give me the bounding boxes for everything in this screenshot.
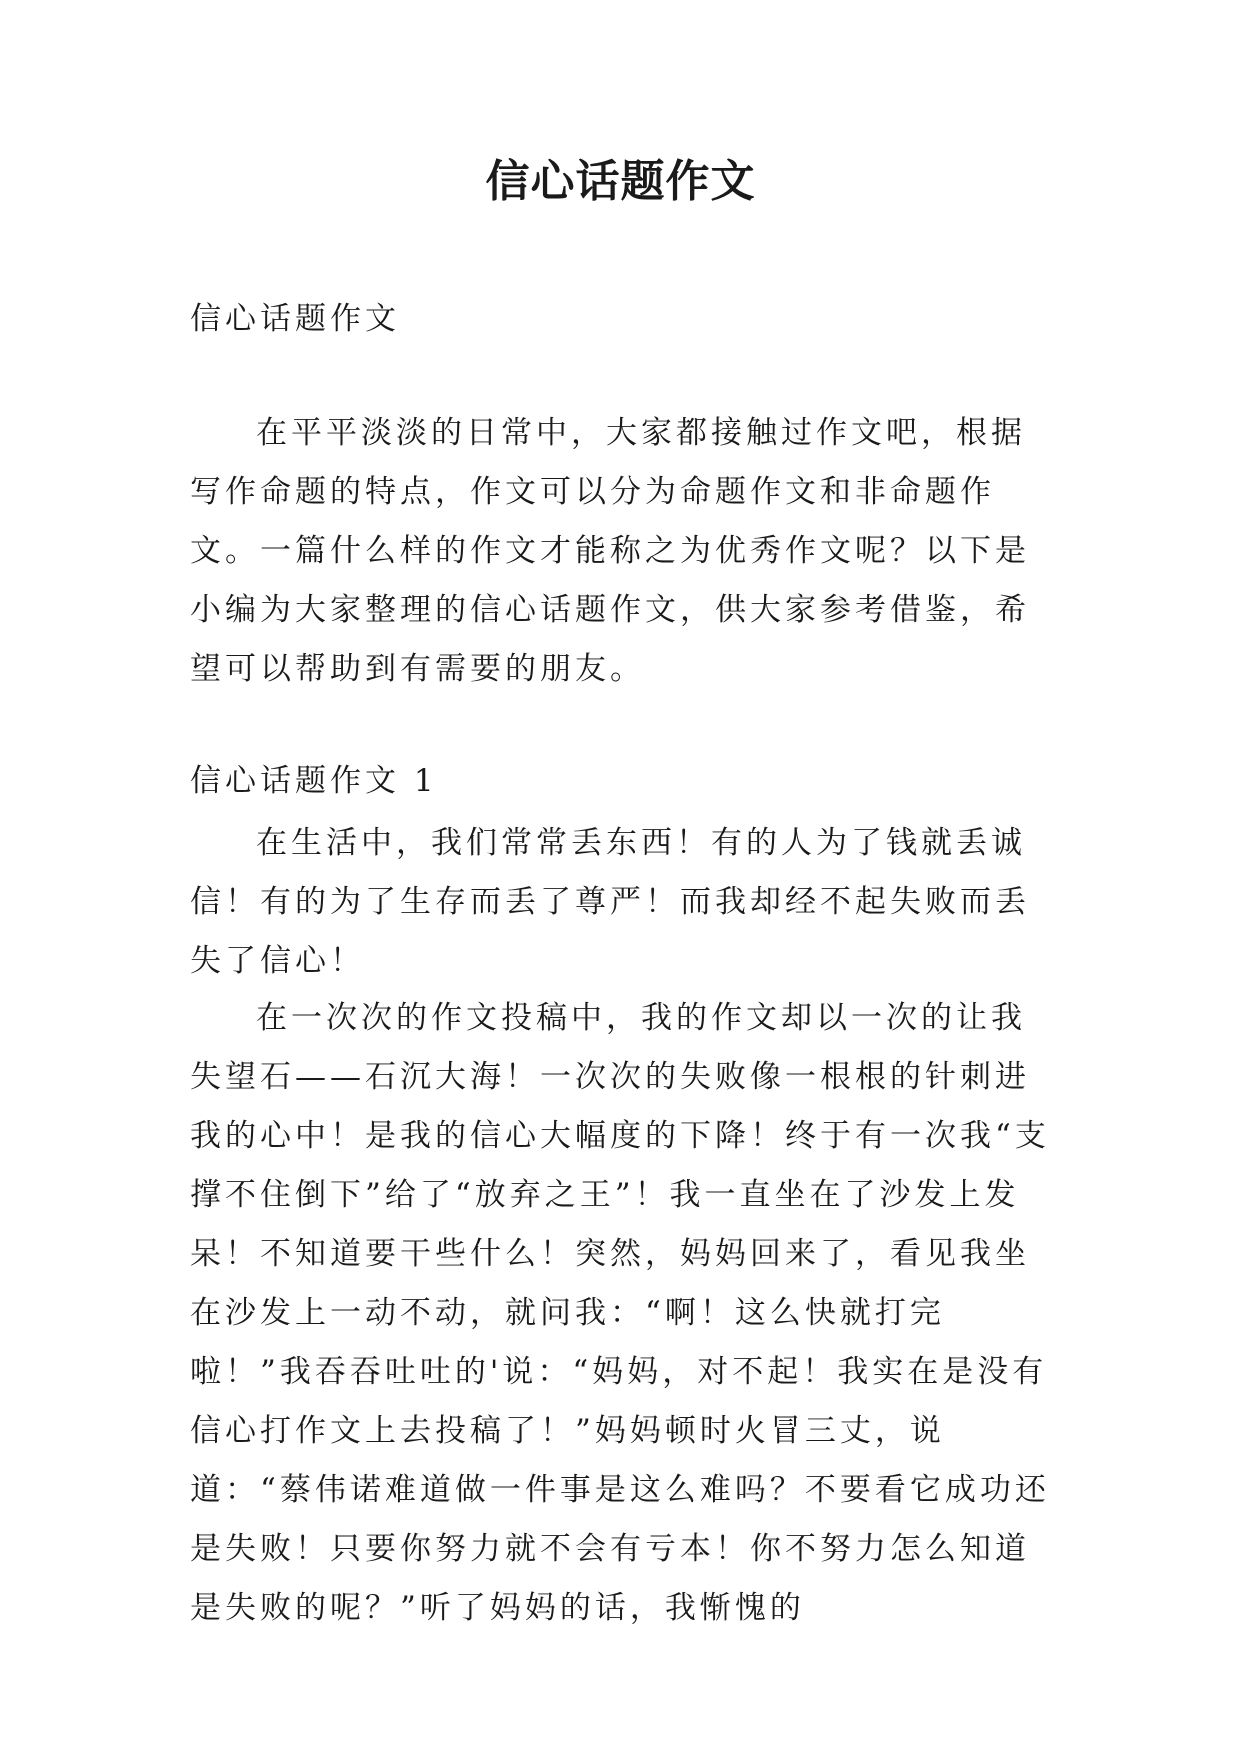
- body-paragraph-1: 在生活中，我们常常丢东西！有的人为了钱就丢诚信！有的为了生存而丢了尊严！而我却经不起失败而丢失了信心！: [190, 825, 1030, 979]
- body-paragraph-2: 在一次次的作文投稿中，我的作文却以一次的让我失望石——石沉大海！一次次的失败像一根根的针刺进我的心中！是我的信心大幅度的下降！终于有一次我“支撑不住倒下”给了“放弃之王”！我一直坐在了沙发上发呆！不知道要干些什么！突然，妈妈回来了，看见我坐在沙发上一动不动，就问我：“啊！这么快就打完啦！”我吞吞吐吐的'说：“妈妈，对不起！我实在是没有信心打作文上去投稿了！”妈妈顿时火冒三丈，说道：“蔡伟诺难道做一件事是这么难吗？不要看它成功还是失败！只要你努力就不会有亏本！你不努力怎么知道是失败的呢？”听了妈妈的话，我惭愧的: [190, 1000, 1050, 1626]
- document-subtitle: 信心话题作文: [190, 301, 400, 337]
- document-title: 信心话题作文: [485, 156, 756, 207]
- section-heading: 信心话题作文 1: [190, 763, 438, 799]
- intro-paragraph: 在平平淡淡的日常中，大家都接触过作文吧，根据写作命题的特点，作文可以分为命题作文和非命题作文。一篇什么样的作文才能称之为优秀作文呢？以下是小编为大家整理的信心话题作文，供大家参考借鉴，希望可以帮助到有需要的朋友。: [190, 415, 1030, 687]
